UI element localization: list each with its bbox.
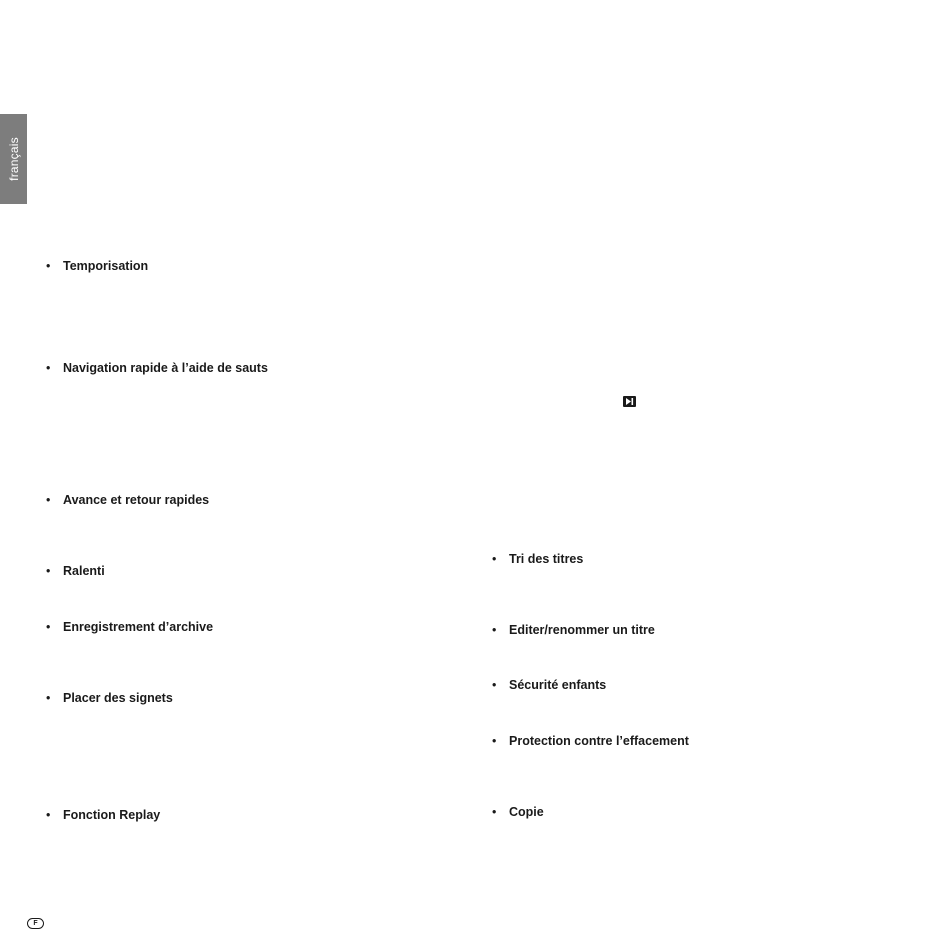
page-marker: F [27, 918, 44, 929]
bullet: • [492, 805, 497, 819]
list-item-label: Enregistrement d’archive [63, 620, 214, 634]
language-tab [0, 114, 27, 204]
list-item-label: Placer des signets [63, 691, 173, 705]
bullet: • [492, 552, 497, 566]
list-item-label: Editer/renommer un titre [509, 623, 655, 637]
language-tab-label: français [6, 137, 21, 181]
list-item-label: Fonction Replay [63, 808, 161, 822]
bullet: • [492, 678, 497, 692]
bullet: • [46, 259, 51, 273]
bullet: • [46, 361, 51, 375]
bullet: • [46, 691, 51, 705]
list-item-label: Sécurité enfants [509, 678, 607, 692]
list-item-label: Navigation rapide à l’aide de sauts [63, 361, 268, 375]
list-item-label: Protection contre l’effacement [509, 734, 689, 748]
list-item-label: Ralenti [63, 564, 105, 578]
list-item-label: Copie [509, 805, 544, 819]
skip-forward-icon [623, 396, 636, 407]
bullet: • [46, 493, 51, 507]
list-item-label: Tri des titres [509, 552, 584, 566]
list-item-label: Avance et retour rapides [63, 493, 210, 507]
bullet: • [46, 564, 51, 578]
bullet: • [492, 734, 497, 748]
list-item-label: Temporisation [63, 259, 149, 273]
bullet: • [492, 623, 497, 637]
bullet: • [46, 808, 51, 822]
bullet: • [46, 620, 51, 634]
